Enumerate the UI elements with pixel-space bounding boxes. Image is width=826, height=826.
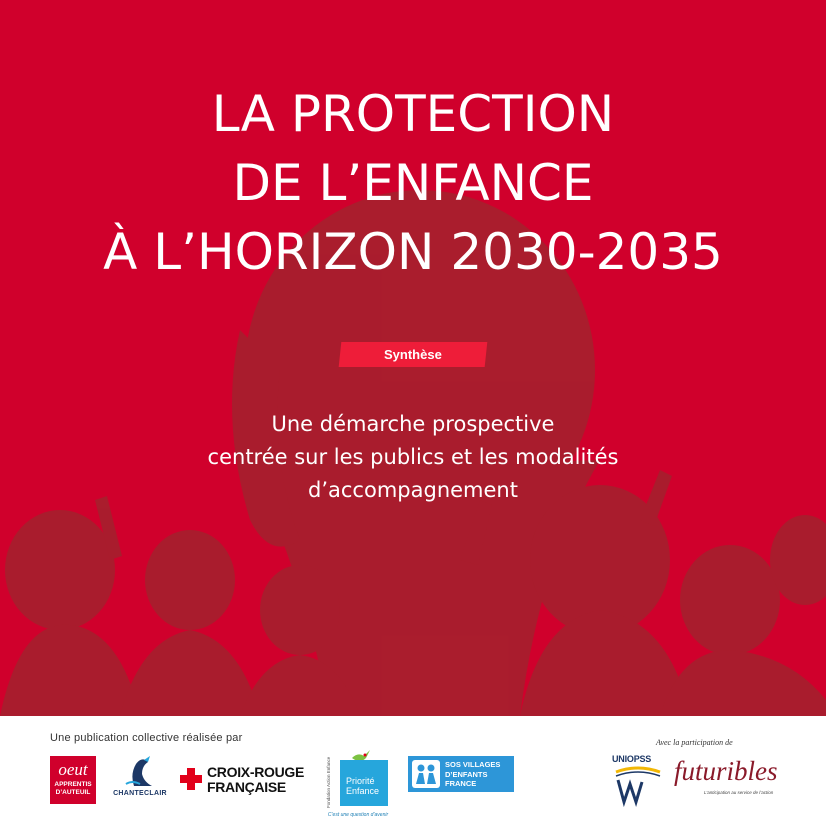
apprentis-dauteuil-logo bbox=[50, 756, 96, 804]
priorite-tagline: C’est une question d’avenir bbox=[327, 812, 389, 818]
priorite-box bbox=[340, 760, 388, 806]
apprentis-mark: oeut bbox=[58, 760, 88, 779]
chanteclair-bird-icon bbox=[112, 754, 168, 790]
subtitle-line-2: centrée sur les publics et les modalités bbox=[207, 445, 619, 469]
priorite-enfance-logo bbox=[326, 748, 390, 820]
participation-label: Avec la participation de bbox=[656, 738, 733, 747]
uniopss-logo bbox=[612, 754, 664, 810]
priorite-name bbox=[346, 776, 379, 796]
partners-footer bbox=[0, 716, 826, 826]
chanteclair-text: CHANTECLAIR bbox=[113, 790, 167, 797]
futuribles-text: futuribles bbox=[674, 756, 778, 786]
croix-rouge-logo bbox=[180, 764, 310, 796]
priorite-line-1: Priorité bbox=[346, 776, 375, 786]
priorite-vertical-text: Fondation Action Enfance bbox=[326, 756, 331, 808]
red-cross-icon bbox=[180, 768, 202, 790]
sos-line-2: D’ENFANTS bbox=[445, 769, 488, 779]
croix-rouge-line-1: CROIX-ROUGE bbox=[207, 764, 305, 780]
priorite-line-2: Enfance bbox=[346, 786, 380, 796]
subtitle-line-3: d’accompagnement bbox=[308, 478, 518, 502]
sos-villages-logo bbox=[408, 756, 514, 792]
subtitle-line-1: Une démarche prospective bbox=[271, 412, 555, 436]
uniopss-text: UNIOPSS bbox=[612, 754, 652, 764]
sos-text bbox=[445, 760, 500, 789]
children-icon bbox=[412, 760, 440, 788]
title-line-2: DE L’ENFANCE bbox=[232, 154, 594, 212]
publication-label: Une publication collective réalisée par bbox=[50, 732, 243, 744]
croix-rouge-line-2: FRANÇAISE bbox=[207, 779, 286, 795]
sos-line-3: FRANCE bbox=[445, 779, 477, 788]
cover-subtitle bbox=[0, 408, 826, 507]
cover-title bbox=[0, 80, 826, 287]
futuribles-tagline: L’anticipation au service de l’action bbox=[704, 790, 774, 795]
sos-line-1: SOS VILLAGES bbox=[445, 760, 501, 769]
synthese-badge bbox=[339, 342, 488, 367]
badge-label: Synthèse bbox=[384, 347, 442, 362]
apprentis-text: APPRENTIS D’AUTEUIL bbox=[54, 781, 92, 796]
title-line-1: LA PROTECTION bbox=[211, 85, 615, 143]
croix-rouge-text bbox=[207, 765, 304, 795]
chanteclair-logo bbox=[112, 754, 168, 808]
futuribles-logo bbox=[674, 756, 790, 806]
title-line-3: À L’HORIZON 2030-2035 bbox=[103, 223, 723, 281]
